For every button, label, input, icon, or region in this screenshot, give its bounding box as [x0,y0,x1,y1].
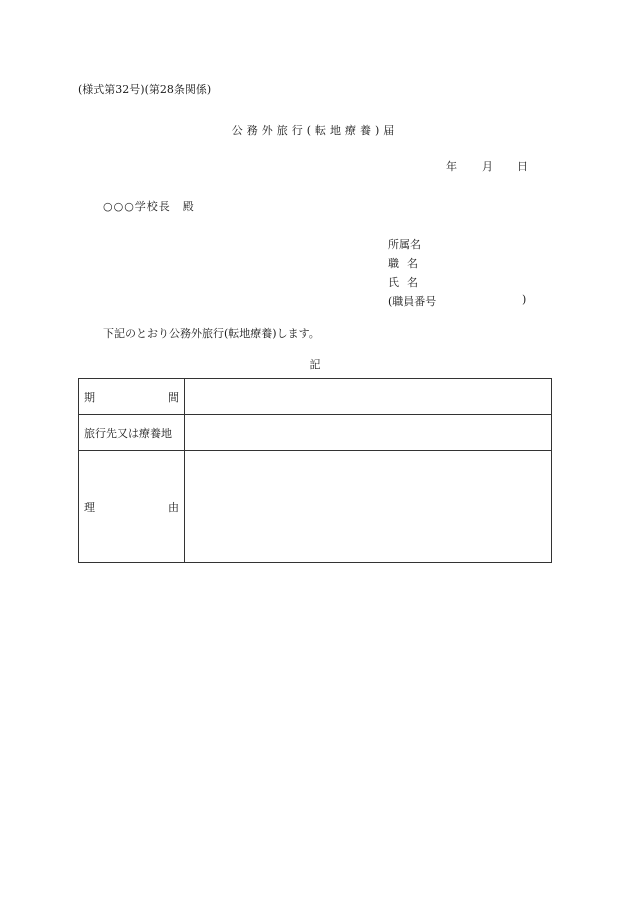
period-label-cell [79,379,185,415]
staff-number-close: ) [522,293,527,306]
table-row-reason [79,451,552,563]
reason-label-left: 理 [84,500,95,514]
table-row-destination [79,415,552,451]
destination-value-cell[interactable] [185,415,552,451]
position-label: 職名 [388,257,426,270]
reason-label-cell [79,451,185,563]
destination-label: 旅行先又は療養地 [84,426,172,440]
reason-value-cell[interactable] [185,451,552,563]
form-number: (様式第32号)(第28条関係) [78,83,212,96]
date-day-label: 日 [517,160,528,173]
date-month-label: 月 [482,160,493,173]
date-year-label: 年 [446,160,457,173]
period-label-left: 期 [84,390,95,404]
body-text: 下記のとおり公務外旅行(転地療養)します。 [103,327,320,340]
details-table [78,378,552,563]
affiliation-label: 所属名 [388,238,421,251]
period-value-cell[interactable] [185,379,552,415]
ki-label: 記 [309,358,321,371]
table-row-period [79,379,552,415]
destination-label-cell [79,415,185,451]
name-label: 氏名 [388,276,426,289]
period-label-right: 間 [168,390,179,404]
reason-label-right: 由 [168,500,179,514]
addressee: ○○○学校長 殿 [103,200,195,213]
document-title: 公務外旅行(転地療養)届 [231,124,399,137]
staff-number-label: (職員番号 [388,295,437,308]
